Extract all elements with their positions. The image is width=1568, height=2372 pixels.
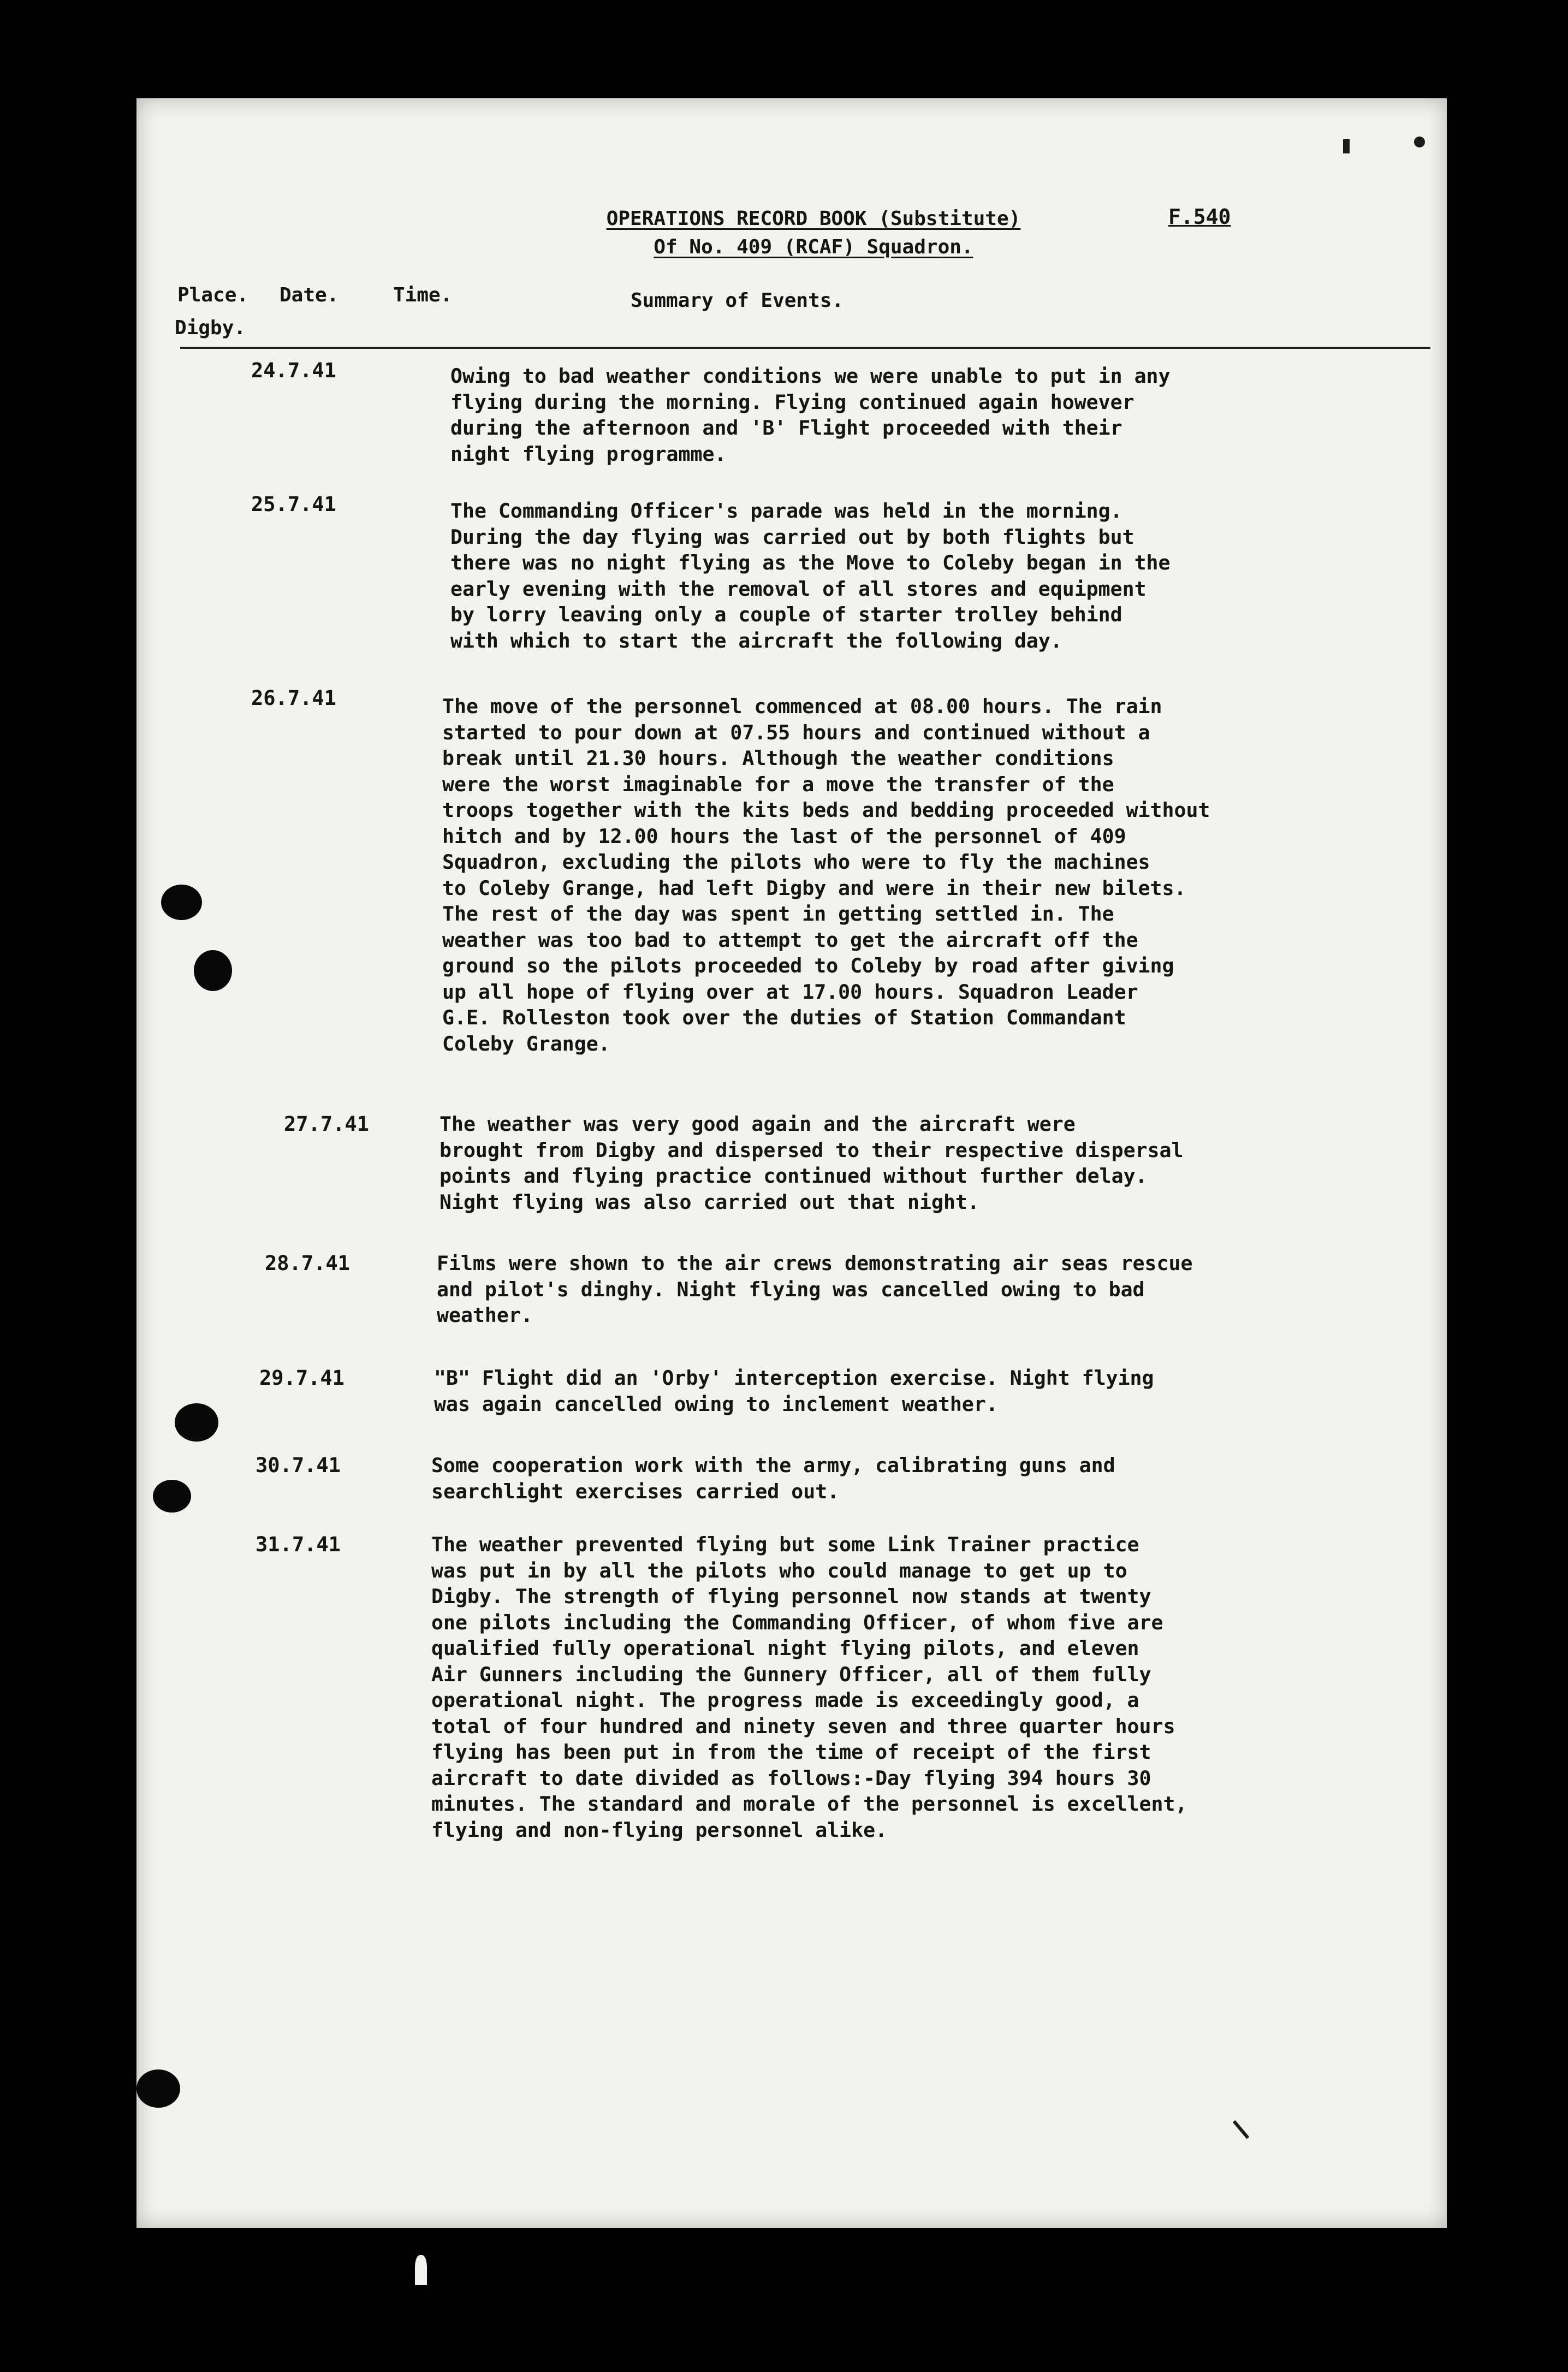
page-edge-tab: [415, 2255, 427, 2285]
form-number: F.540: [1168, 205, 1231, 229]
entry-date: 29.7.41: [259, 1366, 345, 1390]
entry-date: 26.7.41: [251, 686, 336, 710]
entry-date: 25.7.41: [251, 493, 336, 516]
entry-date: 30.7.41: [256, 1454, 341, 1477]
entry-text: The weather was very good again and the aircraft were brought from Digby and dispersed to their respective dispersal points and flying practice continued without further delay. Night flying was also carried out that night.: [439, 1112, 1184, 1214]
scan-mark: [1414, 137, 1425, 147]
entry-text: "B" Flight did an 'Orby' interception exercise. Night flying was again cancelled owing to inclement weather.: [434, 1366, 1154, 1416]
header-summary: Summary of Events.: [631, 289, 844, 312]
entry-text: The weather prevented flying but some Link Trainer practice was put in by all the pilots who could manage to get up to Digby. The strength of flying personnel now stands at twenty one pilots including the Commanding Officer, of whom five are qualified fully operational night flying pilots, and eleven Air Gunners including the Gunnery Officer, all of them fully operational night. The progress made is exceedingly good, a total of four hundred and ninety seven and three quarter hours flying has been put in from the time of receipt of the first aircraft to date divided as follows:-Day flying 394 hours 30 minutes. The standard and morale of the personnel is excellent, flying and non-flying personnel alike.: [431, 1533, 1187, 1842]
entry-text: The move of the personnel commenced at 08.00 hours. The rain started to pour down at 07.55 hours and continued without a break until 21.30 hours. Although the weather conditions were the worst imaginable for a move the transfer of the troops together with the kits beds and bedding proceeded without hitch and by 12.00 hours the last of the personnel of 409 Squadron, excluding the pilots who were to fly the machines to Coleby Grange, had left Digby and were in their new bilets. The rest of the day was spent in getting settled in. The weather was too bad to attempt to get the aircraft off the ground so the pilots proceeded to Coleby by road after giving up all hope of flying over at 17.00 hours. Squadron Leader G.E. Rolleston took over the duties of Station Commandant Coleby Grange.: [442, 695, 1210, 1055]
header-rule: [180, 347, 1430, 349]
document-title: [541, 205, 1086, 262]
header-place: Place.: [177, 284, 249, 306]
header-date: Date.: [280, 284, 339, 306]
punch-hole: [153, 1480, 191, 1513]
title-line-2: Of No. 409 (RCAF) Squadron.: [654, 236, 973, 258]
entry-text: The Commanding Officer's parade was held in the morning. During the day flying was carried out by both flights but there was no night flying as the Move to Coleby began in the early evening with the removal of all stores and equipment by lorry leaving only a couple of starter trolley behind with which to start the aircraft the following day.: [450, 499, 1171, 653]
document-page: [136, 98, 1447, 2228]
punch-hole: [194, 950, 232, 991]
entry-date: 27.7.41: [284, 1112, 369, 1136]
punch-hole: [161, 885, 202, 920]
title-line-1: OPERATIONS RECORD BOOK (Substitute): [606, 207, 1021, 230]
entry-date: 31.7.41: [256, 1533, 341, 1556]
scan-mark: [1343, 139, 1350, 153]
header-time: Time.: [393, 284, 453, 306]
place-value: Digby.: [175, 317, 246, 339]
entry-text: Some cooperation work with the army, calibrating guns and searchlight exercises carried out.: [431, 1454, 1115, 1503]
entry-text: Owing to bad weather conditions we were unable to put in any flying during the morning. Flying continued again however during the afternoon and 'B' Flight proceeded with their night flying programme.: [450, 364, 1171, 466]
entry-date: 24.7.41: [251, 359, 336, 382]
punch-hole: [136, 2069, 180, 2108]
entry-text: Films were shown to the air crews demonstrating air seas rescue and pilot's dinghy. Night flying was cancelled owing to bad weather.: [437, 1252, 1193, 1327]
scan-mark: [1233, 2120, 1249, 2139]
entry-date: 28.7.41: [265, 1252, 350, 1275]
punch-hole: [175, 1403, 218, 1442]
